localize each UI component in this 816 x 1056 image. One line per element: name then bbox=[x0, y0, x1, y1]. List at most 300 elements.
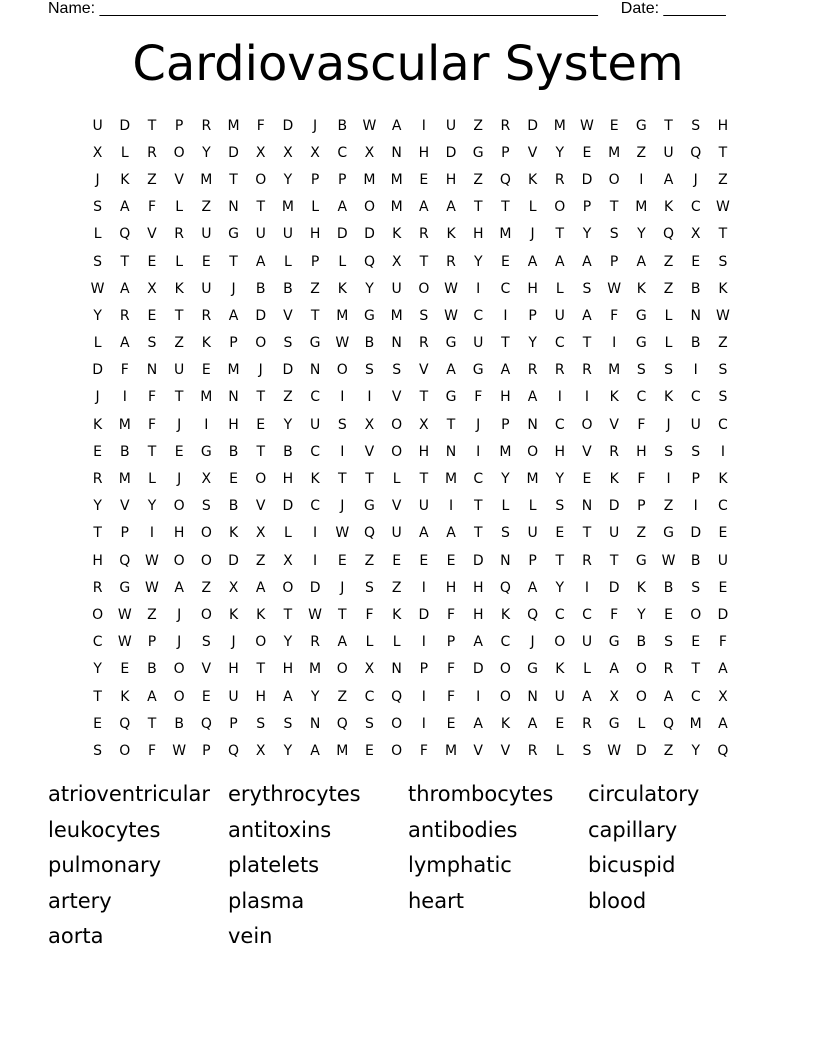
grid-letter[interactable]: B bbox=[337, 117, 348, 134]
grid-letter[interactable]: S bbox=[283, 335, 293, 352]
grid-letter[interactable]: B bbox=[690, 335, 701, 352]
grid-letter[interactable]: M bbox=[363, 171, 376, 188]
grid-letter[interactable]: R bbox=[527, 742, 538, 759]
grid-letter[interactable]: G bbox=[527, 661, 539, 678]
grid-letter[interactable]: K bbox=[310, 471, 320, 488]
grid-letter[interactable]: V bbox=[255, 498, 266, 515]
grid-letter[interactable]: I bbox=[693, 362, 698, 379]
grid-letter[interactable]: M bbox=[281, 199, 294, 216]
grid-letter[interactable]: C bbox=[636, 389, 647, 406]
grid-letter[interactable]: K bbox=[392, 606, 402, 623]
grid-letter[interactable]: L bbox=[338, 253, 347, 270]
grid-letter[interactable]: Y bbox=[555, 471, 565, 488]
grid-letter[interactable]: I bbox=[340, 443, 345, 460]
grid-letter[interactable]: S bbox=[500, 525, 510, 542]
grid-letter[interactable]: A bbox=[255, 253, 266, 270]
grid-letter[interactable]: I bbox=[367, 389, 372, 406]
grid-letter[interactable]: E bbox=[718, 525, 728, 542]
grid-letter[interactable]: T bbox=[419, 389, 429, 406]
grid-letter[interactable]: H bbox=[228, 416, 239, 433]
grid-letter[interactable]: R bbox=[554, 362, 565, 379]
grid-letter[interactable]: R bbox=[310, 634, 320, 651]
grid-letter[interactable]: N bbox=[228, 389, 239, 406]
grid-letter[interactable]: F bbox=[256, 117, 265, 134]
grid-letter[interactable]: B bbox=[228, 498, 239, 515]
grid-letter[interactable]: R bbox=[609, 443, 620, 460]
grid-letter[interactable]: O bbox=[690, 606, 702, 623]
grid-letter[interactable]: E bbox=[392, 552, 402, 569]
grid-letter[interactable]: T bbox=[229, 171, 238, 188]
grid-letter[interactable]: G bbox=[364, 307, 375, 324]
grid-letter[interactable]: Q bbox=[663, 715, 675, 732]
grid-letter[interactable]: H bbox=[554, 443, 566, 460]
grid-letter[interactable]: U bbox=[554, 307, 565, 324]
grid-letter[interactable]: K bbox=[201, 335, 211, 352]
grid-letter[interactable]: W bbox=[580, 117, 594, 134]
grid-letter[interactable]: U bbox=[473, 335, 484, 352]
grid-letter[interactable]: O bbox=[173, 688, 185, 705]
grid-letter[interactable]: E bbox=[555, 525, 565, 542]
grid-letter[interactable]: T bbox=[365, 471, 374, 488]
grid-letter[interactable]: B bbox=[119, 443, 130, 460]
grid-letter[interactable]: S bbox=[337, 416, 347, 433]
grid-letter[interactable]: J bbox=[476, 416, 481, 433]
grid-letter[interactable]: O bbox=[255, 335, 267, 352]
grid-letter[interactable]: Y bbox=[147, 498, 157, 515]
grid-letter[interactable]: G bbox=[635, 117, 647, 134]
grid-letter[interactable]: W bbox=[607, 742, 622, 759]
grid-letter[interactable]: E bbox=[419, 552, 429, 569]
grid-letter[interactable]: H bbox=[636, 443, 647, 460]
grid-letter[interactable]: D bbox=[690, 525, 702, 542]
grid-letter[interactable]: U bbox=[174, 362, 185, 379]
grid-letter[interactable]: X bbox=[718, 688, 728, 705]
grid-letter[interactable]: S bbox=[365, 362, 374, 379]
grid-letter[interactable]: A bbox=[554, 253, 565, 270]
grid-letter[interactable]: M bbox=[390, 171, 403, 188]
grid-letter[interactable]: G bbox=[663, 525, 674, 542]
grid-letter[interactable]: Q bbox=[119, 226, 131, 243]
grid-letter[interactable]: I bbox=[421, 715, 426, 732]
grid-letter[interactable]: T bbox=[310, 307, 320, 324]
grid-letter[interactable]: D bbox=[336, 226, 348, 243]
grid-letter[interactable]: E bbox=[609, 117, 619, 134]
grid-letter[interactable]: W bbox=[90, 280, 105, 297]
grid-letter[interactable]: Z bbox=[663, 253, 674, 270]
grid-letter[interactable]: T bbox=[174, 389, 184, 406]
grid-letter[interactable]: A bbox=[527, 253, 538, 270]
grid-letter[interactable]: R bbox=[418, 335, 429, 352]
grid-letter[interactable]: X bbox=[310, 144, 320, 161]
grid-letter[interactable]: R bbox=[446, 253, 456, 270]
grid-letter[interactable]: G bbox=[635, 307, 647, 324]
grid-letter[interactable]: Y bbox=[310, 688, 320, 705]
grid-letter[interactable]: U bbox=[282, 226, 294, 243]
grid-letter[interactable]: Z bbox=[473, 171, 484, 188]
grid-letter[interactable]: G bbox=[200, 443, 212, 460]
grid-letter[interactable]: N bbox=[309, 715, 321, 732]
grid-letter[interactable]: K bbox=[609, 389, 619, 406]
grid-letter[interactable]: H bbox=[282, 471, 294, 488]
grid-letter[interactable]: Z bbox=[364, 552, 375, 569]
grid-letter[interactable]: M bbox=[336, 307, 349, 324]
grid-letter[interactable]: R bbox=[147, 144, 157, 161]
grid-letter[interactable]: S bbox=[691, 579, 701, 596]
grid-letter[interactable]: B bbox=[174, 715, 184, 732]
grid-letter[interactable]: P bbox=[609, 253, 619, 270]
grid-letter[interactable]: B bbox=[663, 579, 674, 596]
grid-letter[interactable]: U bbox=[445, 117, 457, 134]
grid-letter[interactable]: O bbox=[119, 742, 131, 759]
grid-letter[interactable]: K bbox=[500, 715, 510, 732]
grid-letter[interactable]: G bbox=[119, 579, 131, 596]
grid-letter[interactable]: Z bbox=[718, 335, 728, 352]
grid-letter[interactable]: M bbox=[336, 742, 349, 759]
grid-letter[interactable]: Y bbox=[93, 307, 102, 324]
grid-letter[interactable]: F bbox=[447, 661, 456, 678]
grid-letter[interactable]: N bbox=[309, 362, 321, 379]
grid-letter[interactable]: E bbox=[201, 362, 211, 379]
grid-letter[interactable]: S bbox=[256, 715, 266, 732]
grid-letter[interactable]: F bbox=[474, 389, 483, 406]
grid-letter[interactable]: U bbox=[201, 280, 212, 297]
grid-letter[interactable]: I bbox=[448, 498, 454, 515]
grid-letter[interactable]: L bbox=[637, 715, 646, 732]
grid-letter[interactable]: N bbox=[391, 335, 402, 352]
grid-letter[interactable]: U bbox=[717, 552, 729, 569]
grid-letter[interactable]: R bbox=[174, 226, 185, 243]
grid-letter[interactable]: W bbox=[117, 634, 132, 651]
grid-letter[interactable]: M bbox=[608, 144, 621, 161]
grid-letter[interactable]: G bbox=[472, 144, 484, 161]
grid-letter[interactable]: R bbox=[92, 579, 103, 596]
grid-letter[interactable]: Q bbox=[527, 606, 539, 623]
grid-letter[interactable]: C bbox=[690, 389, 701, 406]
grid-letter[interactable]: S bbox=[582, 742, 592, 759]
grid-letter[interactable]: E bbox=[691, 634, 701, 651]
grid-letter[interactable]: T bbox=[473, 498, 483, 515]
grid-letter[interactable]: I bbox=[612, 335, 617, 352]
grid-letter[interactable]: L bbox=[311, 199, 319, 216]
grid-letter[interactable]: X bbox=[609, 688, 619, 705]
grid-letter[interactable]: L bbox=[528, 498, 537, 515]
grid-letter[interactable]: Z bbox=[337, 688, 348, 705]
grid-letter[interactable]: T bbox=[93, 525, 102, 542]
grid-letter[interactable]: P bbox=[419, 661, 429, 678]
grid-letter[interactable]: S bbox=[201, 634, 211, 651]
grid-letter[interactable]: T bbox=[582, 335, 592, 352]
grid-letter[interactable]: F bbox=[610, 606, 619, 623]
grid-letter[interactable]: K bbox=[528, 171, 538, 188]
grid-letter[interactable]: T bbox=[256, 199, 265, 216]
grid-letter[interactable]: Z bbox=[310, 280, 320, 297]
grid-letter[interactable]: C bbox=[310, 389, 320, 406]
grid-letter[interactable]: X bbox=[283, 552, 293, 569]
grid-letter[interactable]: U bbox=[581, 634, 593, 651]
grid-letter[interactable]: E bbox=[201, 688, 211, 705]
grid-letter[interactable]: C bbox=[582, 606, 592, 623]
grid-letter[interactable]: J bbox=[177, 416, 182, 433]
grid-letter[interactable]: T bbox=[120, 253, 130, 270]
grid-letter[interactable]: J bbox=[177, 606, 182, 623]
grid-letter[interactable]: W bbox=[607, 280, 622, 297]
grid-letter[interactable]: I bbox=[421, 579, 426, 596]
grid-letter[interactable]: Y bbox=[501, 471, 510, 488]
grid-letter[interactable]: M bbox=[390, 307, 403, 324]
grid-letter[interactable]: C bbox=[690, 199, 701, 216]
grid-letter[interactable]: A bbox=[255, 579, 266, 596]
grid-letter[interactable]: O bbox=[336, 362, 348, 379]
grid-letter[interactable]: S bbox=[201, 498, 211, 515]
grid-letter[interactable]: O bbox=[363, 199, 375, 216]
grid-letter[interactable]: U bbox=[92, 117, 103, 134]
grid-letter[interactable]: A bbox=[119, 280, 130, 297]
grid-letter[interactable]: H bbox=[445, 171, 457, 188]
grid-letter[interactable]: Q bbox=[119, 715, 131, 732]
grid-letter[interactable]: K bbox=[120, 171, 130, 188]
grid-letter[interactable]: P bbox=[229, 715, 238, 732]
grid-letter[interactable]: C bbox=[310, 443, 320, 460]
grid-letter[interactable]: T bbox=[174, 307, 184, 324]
grid-letter[interactable]: O bbox=[527, 443, 539, 460]
grid-letter[interactable]: W bbox=[145, 552, 159, 569]
grid-letter[interactable]: S bbox=[718, 389, 728, 406]
grid-letter[interactable]: A bbox=[609, 661, 619, 678]
grid-letter[interactable]: Q bbox=[391, 688, 403, 705]
grid-letter[interactable]: E bbox=[229, 471, 238, 488]
grid-letter[interactable]: K bbox=[718, 471, 728, 488]
grid-letter[interactable]: I bbox=[720, 443, 725, 460]
grid-letter[interactable]: A bbox=[228, 307, 239, 324]
grid-letter[interactable]: Y bbox=[93, 498, 102, 515]
grid-letter[interactable]: X bbox=[255, 742, 266, 759]
grid-letter[interactable]: I bbox=[313, 525, 318, 542]
grid-letter[interactable]: J bbox=[177, 471, 182, 488]
grid-letter[interactable]: A bbox=[174, 579, 184, 596]
grid-letter[interactable]: V bbox=[174, 171, 184, 188]
grid-letter[interactable]: H bbox=[445, 579, 457, 596]
grid-letter[interactable]: E bbox=[365, 742, 374, 759]
grid-letter[interactable]: I bbox=[313, 552, 318, 569]
grid-letter[interactable]: E bbox=[419, 171, 429, 188]
grid-letter[interactable]: O bbox=[635, 661, 647, 678]
grid-letter[interactable]: O bbox=[391, 443, 403, 460]
grid-letter[interactable]: T bbox=[419, 471, 429, 488]
grid-letter[interactable]: A bbox=[391, 117, 402, 134]
grid-letter[interactable]: F bbox=[637, 471, 646, 488]
grid-letter[interactable]: T bbox=[473, 525, 483, 542]
grid-letter[interactable]: A bbox=[500, 362, 511, 379]
grid-letter[interactable]: M bbox=[118, 416, 131, 433]
grid-letter[interactable]: X bbox=[201, 471, 212, 488]
grid-letter[interactable]: S bbox=[582, 280, 592, 297]
grid-letter[interactable]: I bbox=[584, 579, 590, 596]
grid-letter[interactable]: R bbox=[527, 362, 538, 379]
grid-letter[interactable]: S bbox=[93, 742, 103, 759]
grid-letter[interactable]: K bbox=[228, 525, 239, 542]
grid-letter[interactable]: C bbox=[554, 416, 565, 433]
grid-letter[interactable]: K bbox=[636, 579, 646, 596]
grid-letter[interactable]: M bbox=[227, 117, 240, 134]
grid-letter[interactable]: V bbox=[419, 362, 429, 379]
grid-letter[interactable]: J bbox=[258, 362, 263, 379]
grid-letter[interactable]: O bbox=[418, 280, 430, 297]
grid-letter[interactable]: P bbox=[147, 634, 157, 651]
grid-letter[interactable]: U bbox=[255, 226, 266, 243]
grid-letter[interactable]: U bbox=[391, 525, 402, 542]
grid-letter[interactable]: Z bbox=[174, 335, 184, 352]
grid-letter[interactable]: M bbox=[635, 199, 648, 216]
grid-letter[interactable]: T bbox=[582, 525, 592, 542]
grid-letter[interactable]: X bbox=[690, 226, 701, 243]
grid-letter[interactable]: R bbox=[418, 226, 429, 243]
grid-letter[interactable]: A bbox=[473, 634, 483, 651]
grid-letter[interactable]: W bbox=[172, 742, 187, 759]
grid-letter[interactable]: D bbox=[635, 742, 647, 759]
grid-letter[interactable]: O bbox=[255, 471, 267, 488]
grid-letter[interactable]: V bbox=[391, 498, 402, 515]
grid-letter[interactable]: T bbox=[501, 335, 510, 352]
grid-letter[interactable]: U bbox=[309, 416, 321, 433]
grid-letter[interactable]: J bbox=[313, 117, 318, 134]
grid-letter[interactable]: Q bbox=[336, 715, 348, 732]
grid-letter[interactable]: D bbox=[119, 117, 131, 134]
grid-letter[interactable]: B bbox=[228, 443, 239, 460]
grid-letter[interactable]: E bbox=[201, 253, 211, 270]
grid-letter[interactable]: V bbox=[364, 443, 375, 460]
grid-letter[interactable]: L bbox=[284, 253, 292, 270]
grid-letter[interactable]: M bbox=[309, 661, 322, 678]
grid-letter[interactable]: I bbox=[340, 389, 345, 406]
grid-letter[interactable]: S bbox=[691, 117, 701, 134]
grid-letter[interactable]: V bbox=[119, 498, 130, 515]
grid-letter[interactable]: G bbox=[445, 335, 457, 352]
grid-letter[interactable]: Y bbox=[528, 335, 537, 352]
grid-letter[interactable]: K bbox=[228, 606, 239, 623]
grid-letter[interactable]: E bbox=[500, 253, 510, 270]
grid-letter[interactable]: U bbox=[418, 498, 429, 515]
grid-letter[interactable]: X bbox=[364, 144, 375, 161]
grid-letter[interactable]: V bbox=[147, 226, 157, 243]
grid-letter[interactable]: E bbox=[664, 606, 673, 623]
grid-letter[interactable]: Y bbox=[93, 661, 102, 678]
grid-letter[interactable]: P bbox=[637, 498, 646, 515]
grid-letter[interactable]: D bbox=[255, 307, 267, 324]
grid-letter[interactable]: M bbox=[499, 443, 512, 460]
grid-letter[interactable]: A bbox=[582, 688, 592, 705]
grid-letter[interactable]: E bbox=[147, 307, 157, 324]
grid-letter[interactable]: B bbox=[690, 552, 701, 569]
grid-letter[interactable]: Q bbox=[363, 253, 375, 270]
grid-letter[interactable]: W bbox=[362, 117, 377, 134]
grid-letter[interactable]: O bbox=[336, 661, 348, 678]
grid-letter[interactable]: A bbox=[119, 335, 130, 352]
grid-letter[interactable]: B bbox=[283, 280, 293, 297]
grid-letter[interactable]: S bbox=[718, 253, 728, 270]
grid-letter[interactable]: K bbox=[718, 280, 728, 297]
grid-letter[interactable]: N bbox=[445, 443, 457, 460]
grid-letter[interactable]: T bbox=[691, 661, 700, 678]
grid-letter[interactable]: G bbox=[445, 389, 457, 406]
grid-letter[interactable]: B bbox=[255, 280, 266, 297]
grid-letter[interactable]: J bbox=[530, 634, 535, 651]
grid-letter[interactable]: M bbox=[444, 471, 458, 488]
grid-letter[interactable]: L bbox=[392, 471, 401, 488]
grid-letter[interactable]: T bbox=[473, 199, 483, 216]
grid-letter[interactable]: T bbox=[147, 443, 157, 460]
grid-letter[interactable]: L bbox=[664, 307, 673, 324]
grid-letter[interactable]: C bbox=[337, 144, 348, 161]
grid-letter[interactable]: G bbox=[472, 362, 484, 379]
grid-letter[interactable]: S bbox=[147, 335, 157, 352]
grid-letter[interactable]: U bbox=[663, 144, 674, 161]
grid-letter[interactable]: D bbox=[472, 661, 484, 678]
grid-letter[interactable]: A bbox=[337, 199, 348, 216]
grid-letter[interactable]: I bbox=[204, 416, 209, 433]
grid-letter[interactable]: D bbox=[364, 226, 375, 243]
grid-letter[interactable]: N bbox=[391, 661, 402, 678]
grid-letter[interactable]: C bbox=[500, 280, 511, 297]
grid-letter[interactable]: P bbox=[446, 634, 456, 651]
grid-letter[interactable]: C bbox=[473, 471, 484, 488]
grid-letter[interactable]: G bbox=[635, 335, 647, 352]
grid-letter[interactable]: Y bbox=[555, 144, 565, 161]
grid-letter[interactable]: U bbox=[690, 416, 701, 433]
grid-letter[interactable]: O bbox=[608, 171, 620, 188]
grid-letter[interactable]: T bbox=[718, 226, 728, 243]
grid-letter[interactable]: O bbox=[554, 634, 566, 651]
grid-letter[interactable]: T bbox=[147, 715, 157, 732]
grid-letter[interactable]: J bbox=[95, 389, 100, 406]
grid-letter[interactable]: E bbox=[174, 443, 184, 460]
grid-letter[interactable]: B bbox=[636, 634, 647, 651]
grid-letter[interactable]: C bbox=[690, 688, 701, 705]
grid-letter[interactable]: A bbox=[446, 199, 456, 216]
grid-letter[interactable]: H bbox=[472, 579, 484, 596]
grid-letter[interactable]: A bbox=[446, 362, 456, 379]
grid-letter[interactable]: A bbox=[337, 634, 348, 651]
grid-letter[interactable]: S bbox=[392, 362, 402, 379]
grid-letter[interactable]: C bbox=[364, 688, 375, 705]
grid-letter[interactable]: Z bbox=[201, 199, 212, 216]
grid-letter[interactable]: L bbox=[392, 634, 401, 651]
grid-letter[interactable]: L bbox=[175, 253, 184, 270]
grid-letter[interactable]: K bbox=[555, 661, 565, 678]
grid-letter[interactable]: N bbox=[690, 307, 701, 324]
grid-letter[interactable]: N bbox=[527, 688, 538, 705]
grid-letter[interactable]: U bbox=[609, 525, 620, 542]
grid-letter[interactable]: O bbox=[391, 416, 403, 433]
grid-letter[interactable]: Q bbox=[663, 226, 675, 243]
grid-letter[interactable]: F bbox=[147, 742, 156, 759]
grid-letter[interactable]: D bbox=[282, 498, 294, 515]
grid-letter[interactable]: X bbox=[283, 144, 293, 161]
grid-letter[interactable]: E bbox=[93, 715, 103, 732]
grid-letter[interactable]: E bbox=[582, 471, 592, 488]
grid-letter[interactable]: I bbox=[421, 688, 426, 705]
grid-letter[interactable]: H bbox=[255, 688, 266, 705]
grid-letter[interactable]: S bbox=[555, 498, 565, 515]
grid-letter[interactable]: A bbox=[283, 688, 293, 705]
grid-letter[interactable]: H bbox=[228, 661, 239, 678]
grid-letter[interactable]: Y bbox=[283, 171, 293, 188]
grid-letter[interactable]: C bbox=[554, 335, 565, 352]
grid-letter[interactable]: I bbox=[503, 307, 508, 324]
grid-letter[interactable]: O bbox=[173, 144, 185, 161]
grid-letter[interactable]: P bbox=[338, 171, 347, 188]
grid-letter[interactable]: D bbox=[228, 552, 239, 569]
grid-letter[interactable]: S bbox=[419, 307, 429, 324]
